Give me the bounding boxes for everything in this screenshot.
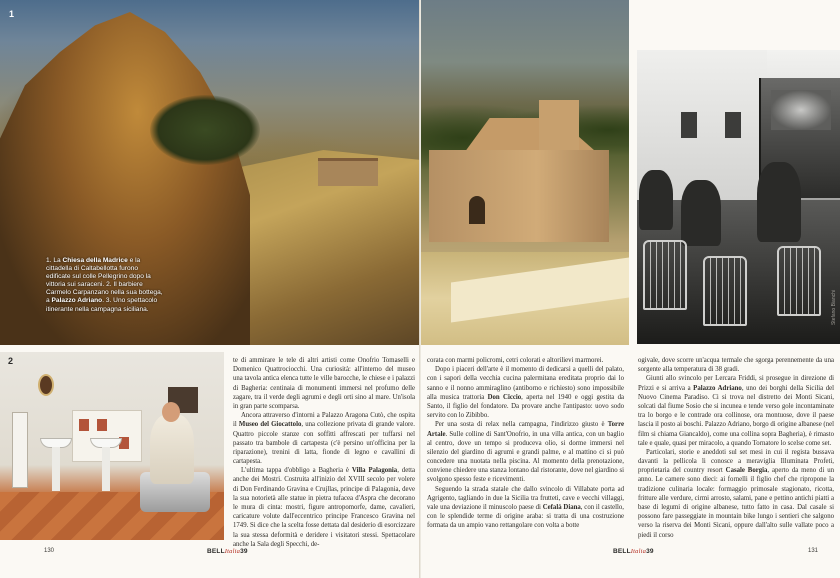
text-column-1: te di ammirare le tele di altri artisti come Onofrio Tomaselli e Domenico Quattrociocchi. Una curiosità: all'interno del museo una tavola antica elenca tutte le ville barocche, le chiese e i palazzi di Bagheria: centinaia di monumenti immersi nel profumo delle zagare, tra il verde degli agrumi e degli orti sino al mare. Un'isola in gran parte scomparsa. Ancora attraverso d'intorni a Palazzo Aragona Cutò, che ospita il Museo del Giocattolo, una collezione privata di grande valore. Quattro piccole stanze con soffitti affrescati per tuffarsi nel passato tra bambole di cartapesta (c'è persino un'officina per la riparazione), trenini di latta, fionde di legno e cavallini di cartapesta. L'ultima tappa d'obbligo a Bagheria è Villa Palagonia, detta anche dei Mostri. Costruita all'inizio del XVIII secolo per volere di Don Ferdinando Gravina e Crujllas, principe di Palagonia, deve la sua notorietà alle statue in pietra tufacea d'Aspra che decorano le mura di cinta: mostri, figure antropomorfe, dame, cavalieri, caricature volute dall'eccentrico principe Francesco Gravina nel 1749. Si dice che la scelta fosse dettata dal desiderio di esorcizzare la sua stessa deformità e deridere i visitatori stessi. Spettacolare anche la Sala degli Specchi, de- [233,357,415,548]
photo-caltabellotta [0,0,419,345]
text-column-3: ogivale, dove scorre un'acqua termale che sgorga perennemente da una sorgente alla temperatura di 38 gradi. Giunti allo svincolo per Lercara Friddi, si prosegue in direzione di Prizzi e si arriva a Palazzo Adriano, uno dei borghi della Sicilia del Nuovo Cinema Paradiso. Ci si trova nel distretto dei Monti Sicani, solcati dal fiume Sosio che si incunea e tende verso gole incontaminate tra lo borgo e le contrade ora collinose, ora montuose, dove il paese lascia il posto ai boschi. Palazzo Adriano, borgo di origine albanese (nel film si chiama Giancaldo), come una collina sopra Bagheria), è rimasto tale e quale, quasi per miracolo, a quando Tornatore lo scelse come set. Particolari, storie e aneddoti sul set mesi in cui il regista bussava davanti la pellicola li conosce a meraviglia Illuminata Profeti, proprietaria del country resort Casale Borgia, aperto da meno di un anno. Le camere sono dieci: ai fornelli il figlio chef che ripropone la tradizione culinaria locale: formaggio primosale stagionato, ricotta, fritture alle verdure, cirmi arrosto, salami, pane e pettino antichi piatti a base di legumi di origine albanese, tutto fatto in casa. Dal casale si possono fare passeggiate in mountain bike lungo i sentieri che salgono verso la riserva dei Monti Sicani, oppure dall'alto sulle vallate poco a piedi il corso [638,357,835,539]
barber-person [150,414,194,484]
photo-number: 1 [9,9,15,19]
photo-street-show [637,50,840,344]
page-number-right: 131 [808,548,819,554]
photo-barber [0,352,224,540]
photo-house [318,158,378,186]
photo-vegetation [150,95,260,165]
photo-caption: 1. La Chiesa della Madrice e la cittadella di Caltabellotta furono edificate sul colle Pellegrino dopo la vittoria sui saraceni. 2. Il barbiere Carmelo Carpanzano nella sua bottega, a Palazzo Adriano. 3. Uno spettacolo itinerante nella campagna siciliana. [46,257,163,313]
photo-number: 2 [8,356,14,366]
page-number-left: 130 [44,548,55,554]
page-gutter [419,0,421,578]
magazine-brand-left: BELLItalia39 [207,548,248,555]
church-building [429,150,609,242]
photo-church [421,0,629,345]
photo-credit: Stefano Bianchi [831,290,837,326]
text-column-2: corata con marmi policromi, cetri colorati e altorilievi marmorei. Dopo i piaceri dell'arte è il momento di dedicarsi a quelli del palato, con i sapori della vecchia cucina palermitana ereditata proprio dai lo sanno e il nonno ammiraglino (antiborno e richiesto) sono impossibile alla musica trattoria Don Ciccio, aperta nel 1940 e oggi gestita da Santo, il figlio del fondatore. Da provare anche l'antipasto: uovo sodo servito con lo Zibibbo. Per una sosta di relax nella campagna, l'indirizzo giusto è Torre Artale. Sulle colline di Sant'Onofrio, in una villa antica, con un baglio al centro, dove un tempo si produceva olio, si dorme immersi nel silenzio del giardino di agrumi e grandi palme, e al mattino ci si può concedere una nuotata nella piscina. Al momento della prenotazione, conviene chiedere una stanza lontano dal ristorante, dove nel giardino si svolgono spesso feste e ricevimenti. Seguendo la strada statale che dallo svincolo di Villabate porta ad Agrigento, tagliando in due la Sicilia tra frutteti, cave e vecchi villaggi, vale una deviazione il minuscolo paese di Cefalà Diana, con il castello, con le splendide terme di origine araba: si tratta di una costruzione formata da un ampio vano rettangolare con volta a botte [427,357,624,530]
magazine-brand-right: BELLItalia39 [613,548,654,555]
